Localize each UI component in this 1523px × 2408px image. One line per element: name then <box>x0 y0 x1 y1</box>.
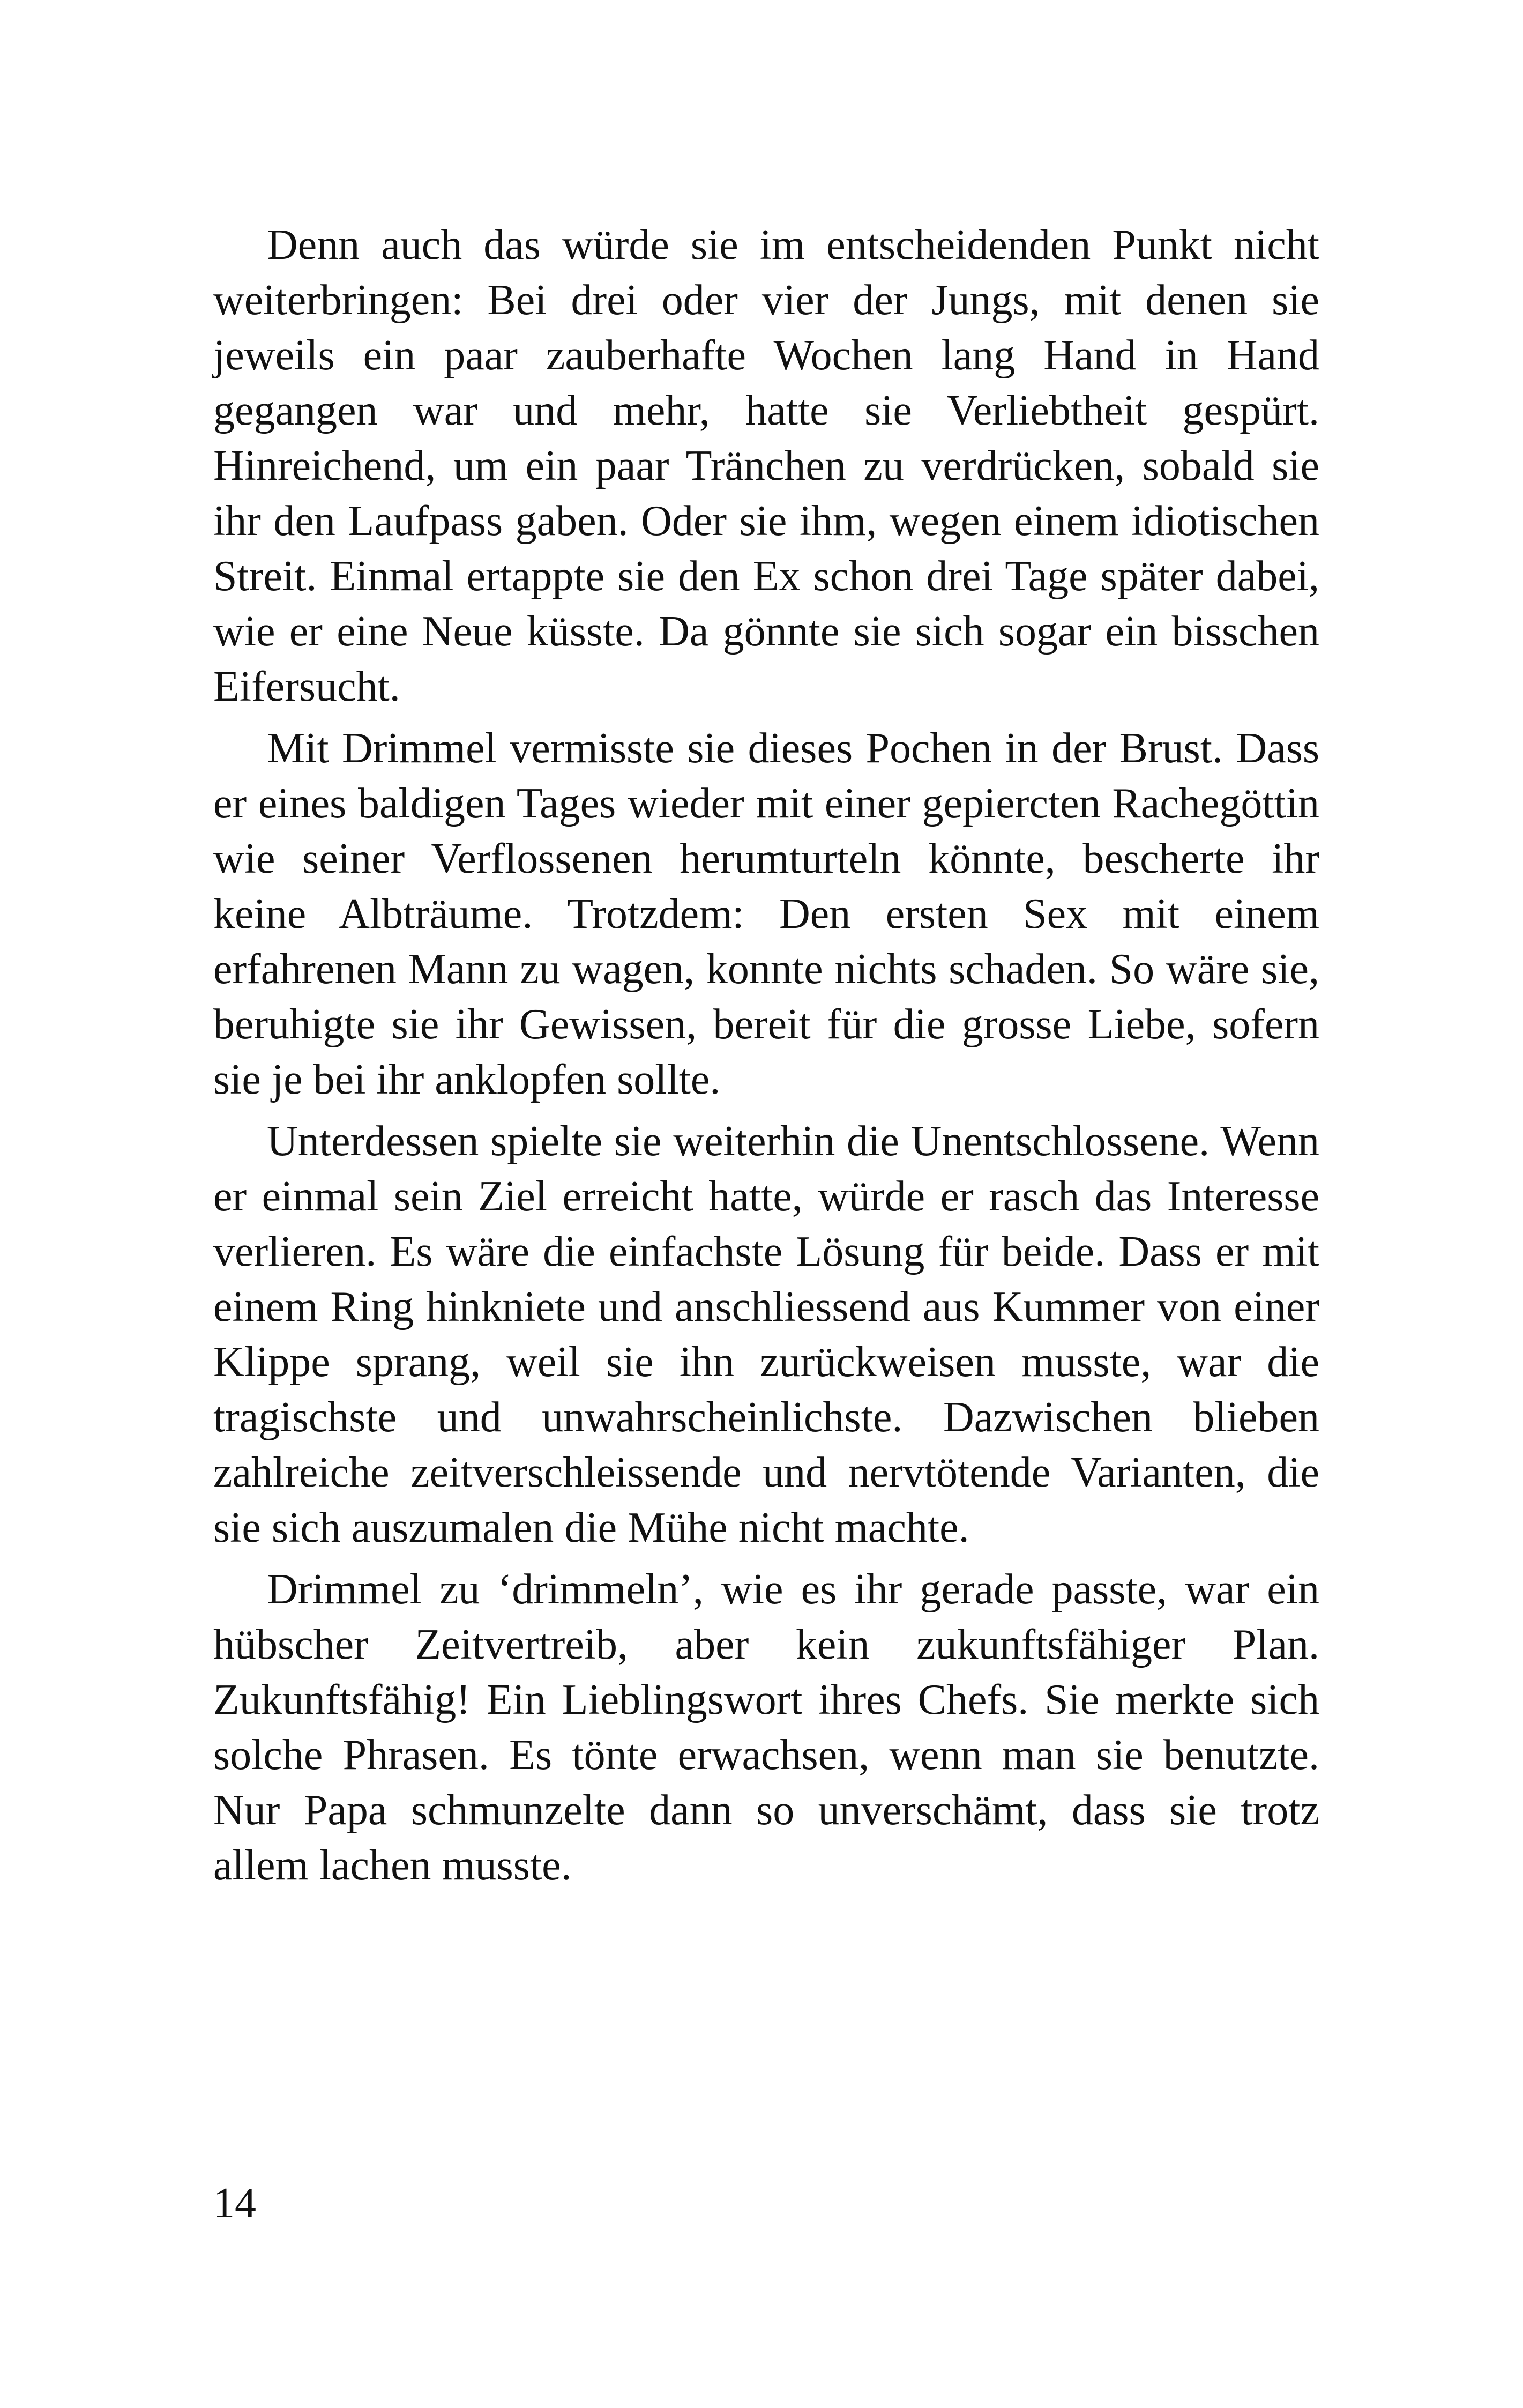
body-text <box>213 218 1319 1893</box>
paragraph-1: Denn auch das würde sie im entscheidenden Punkt nicht weiterbringen: Bei drei oder vier der Jungs, mit denen sie jeweils ein paar zauberhafte Wochen lang Hand in Hand gegangen war und mehr, hatte sie Verliebtheit gespürt. Hinreichend, um ein paar Tränchen zu verdrücken, sobald sie ihr den Laufpass gaben. Oder sie ihm, wegen einem idiotischen Streit. Einmal ertappte sie den Ex schon drei Tage später dabei, wie er eine Neue küsste. Da gönnte sie sich sogar ein bisschen Eifersucht. <box>213 221 1319 710</box>
paragraph-3: Unterdessen spielte sie weiterhin die Unentschlossene. Wenn er einmal sein Ziel erreicht hatte, würde er rasch das Interesse verlieren. Es wäre die einfachste Lösung für beide. Dass er mit einem Ring hinkniete und anschliessend aus Kummer von einer Klippe sprang, weil sie ihn zurückweisen musste, war die tragischste und unwahrscheinlichste. Dazwischen blieben zahlreiche zeitverschleissende und nervtötende Varianten, die sie sich auszumalen die Mühe nicht machte. <box>213 1118 1319 1551</box>
page-number: 14 <box>213 2180 256 2227</box>
paragraph-2: Mit Drimmel vermisste sie dieses Pochen in der Brust. Dass er eines baldigen Tages wieder mit einer gepiercten Rachegöttin wie seiner Verflossenen herumturteln könnte, bescherte ihr keine Albträume. Trotzdem: Den ersten Sex mit einem erfahrenen Mann zu wagen, konnte nichts schaden. So wäre sie, beruhigte sie ihr Gewissen, bereit für die grosse Liebe, sofern sie je bei ihr anklopfen sollte. <box>213 725 1319 1103</box>
paragraph-4: Drimmel zu ‘drimmeln’, wie es ihr gerade passte, war ein hübscher Zeitvertreib, aber kein zukunftsfähiger Plan. Zukunftsfähig! Ein Lieblingswort ihres Chefs. Sie merkte sich solche Phrasen. Es tönte erwachsen, wenn man sie benutzte. Nur Papa schmunzelte dann so unverschämt, dass sie trotz allem lachen musste. <box>213 1566 1319 1889</box>
